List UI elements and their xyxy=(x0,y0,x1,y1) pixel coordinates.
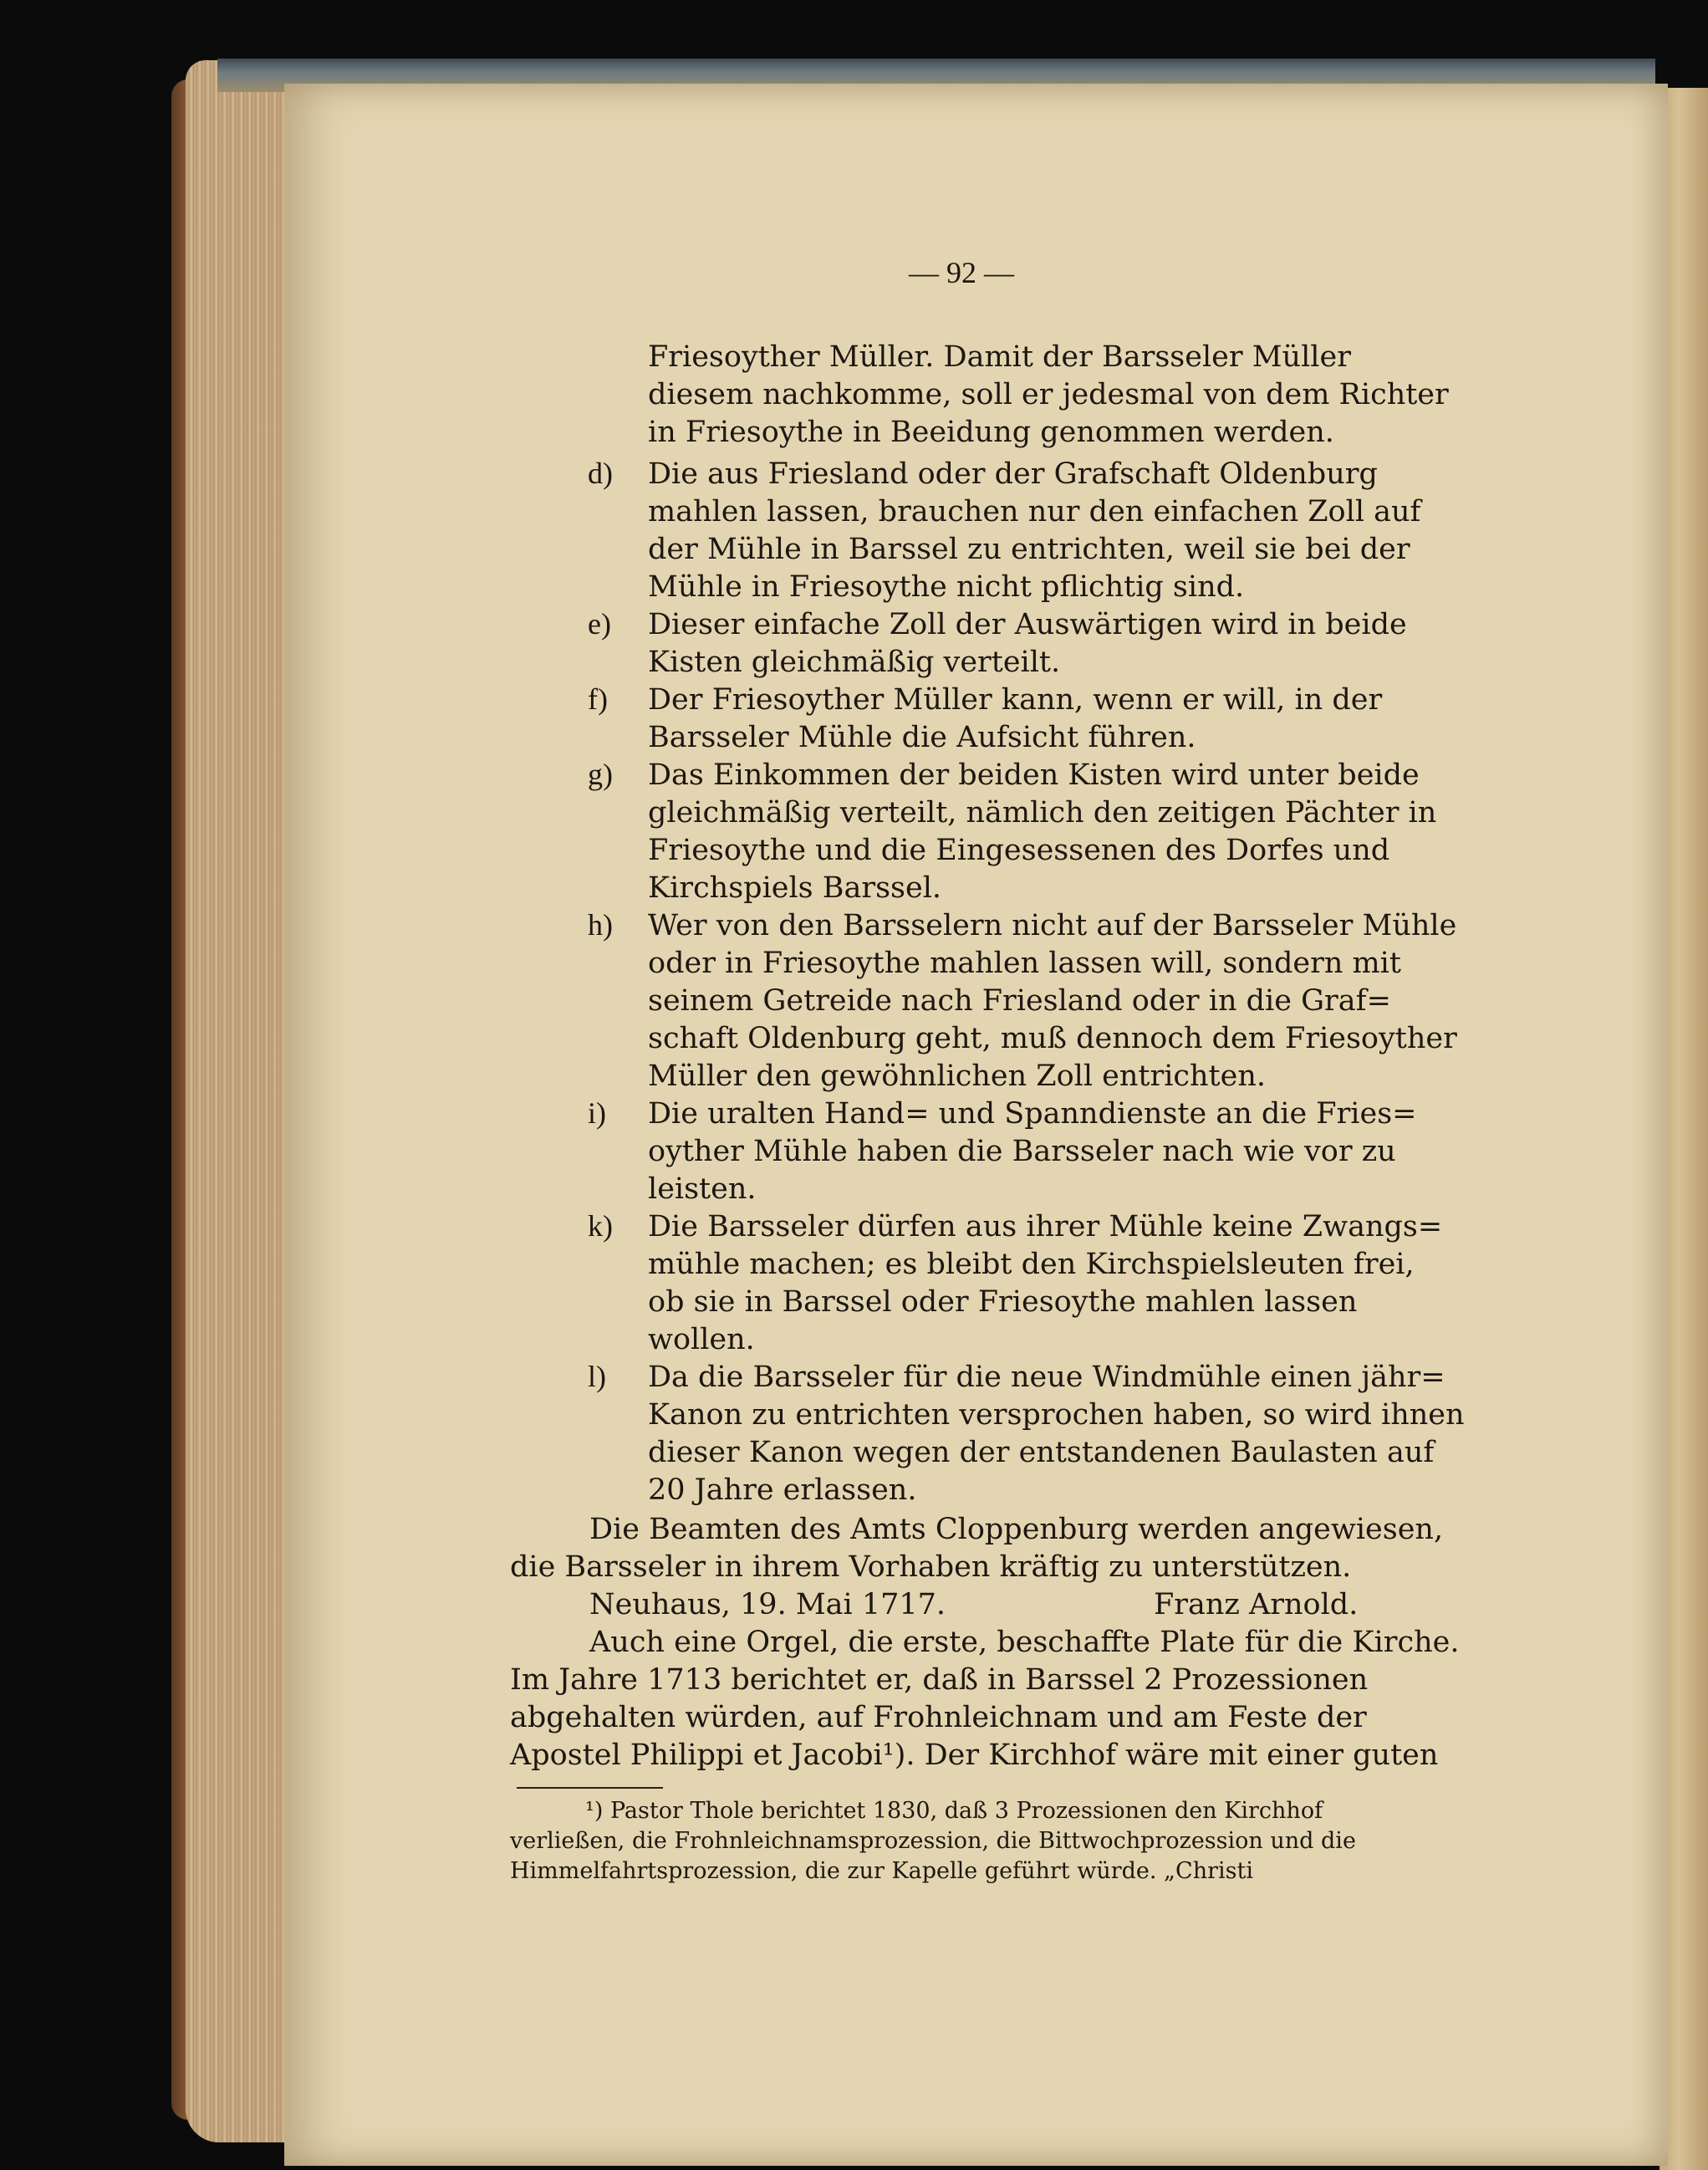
text-line: Kisten gleichmäßig verteilt. xyxy=(648,646,1061,679)
text-line: Dieser einfache Zoll der Auswärtigen wird in beide xyxy=(648,608,1407,641)
item-label: f) xyxy=(588,682,608,716)
text-line: Die Beamten des Amts Cloppenburg werden angewiesen, xyxy=(589,1513,1444,1546)
text-line: Mühle in Friesoythe nicht pflichtig sind. xyxy=(648,570,1245,604)
signatory: Franz Arnold. xyxy=(1154,1588,1359,1621)
item-label: d) xyxy=(588,457,613,490)
text-line: schaft Oldenburg geht, muß dennoch dem Friesoyther xyxy=(648,1022,1457,1055)
text-line: ob sie in Barssel oder Friesoythe mahlen lassen xyxy=(648,1285,1358,1319)
text-line: 20 Jahre erlassen. xyxy=(648,1473,917,1507)
item-label: i) xyxy=(588,1096,606,1130)
text-line: Auch eine Orgel, die erste, beschaffte Plate für die Kirche. xyxy=(589,1626,1460,1659)
text-line: seinem Getreide nach Friesland oder in die Graf= xyxy=(648,984,1391,1018)
text-line: Die Barsseler dürfen aus ihrer Mühle keine Zwangs= xyxy=(648,1210,1443,1243)
text-line: der Mühle in Barssel zu entrichten, weil sie bei der xyxy=(648,533,1410,566)
text-line: wollen. xyxy=(648,1323,755,1356)
text-line: gleichmäßig verteilt, nämlich den zeitigen Pächter in xyxy=(648,796,1437,830)
footnote-line: Himmelfahrtsprozession, die zur Kapelle geführt würde. „Christi xyxy=(510,1858,1253,1884)
text-line: Der Friesoyther Müller kann, wenn er will, in der xyxy=(648,683,1383,717)
text-line: oyther Mühle haben die Barsseler nach wie vor zu xyxy=(648,1135,1396,1168)
text-line: Barsseler Mühle die Aufsicht führen. xyxy=(648,721,1196,754)
text-line: in Friesoythe in Beeidung genommen werden. xyxy=(648,416,1334,449)
text-line: Friesoythe und die Eingesessenen des Dorfes und xyxy=(648,834,1390,867)
text-line: Wer von den Barsselern nicht auf der Barsseler Mühle xyxy=(648,909,1457,942)
place-date: Neuhaus, 19. Mai 1717. xyxy=(589,1588,946,1621)
item-label: k) xyxy=(588,1209,613,1243)
text-line: leisten. xyxy=(648,1172,757,1206)
text-line: Kanon zu entrichten versprochen haben, so wird ihnen xyxy=(648,1398,1465,1432)
item-label: g) xyxy=(588,758,613,791)
text-line: dieser Kanon wegen der entstandenen Baulasten auf xyxy=(648,1436,1435,1469)
text-line: Das Einkommen der beiden Kisten wird unter beide xyxy=(648,758,1420,792)
text-line: mahlen lassen, brauchen nur den einfachen Zoll auf xyxy=(648,495,1421,528)
text-line: diesem nachkomme, soll er jedesmal von dem Richter xyxy=(648,378,1449,411)
footnote-line: verließen, die Frohnleichnamsprozession, die Bittwochprozession und die xyxy=(510,1828,1356,1854)
text-line: Die aus Friesland oder der Grafschaft Oldenburg xyxy=(648,457,1378,491)
text-line: Friesoyther Müller. Damit der Barsseler Müller xyxy=(648,340,1351,374)
text-line: Kirchspiels Barssel. xyxy=(648,871,942,905)
text-line: oder in Friesoythe mahlen lassen will, sondern mit xyxy=(648,947,1401,980)
item-label: l) xyxy=(588,1360,606,1393)
text-line: Die uralten Hand= und Spanndienste an die Fries= xyxy=(648,1097,1417,1131)
text-line: Müller den gewöhnlichen Zoll entrichten. xyxy=(648,1059,1266,1093)
text-line: Im Jahre 1713 berichtet er, daß in Barssel 2 Prozessionen xyxy=(510,1663,1369,1697)
text-line: Da die Barsseler für die neue Windmühle einen jähr= xyxy=(648,1361,1445,1394)
text-line: mühle machen; es bleibt den Kirchspielsleuten frei, xyxy=(648,1248,1415,1281)
footnote-rule xyxy=(517,1787,663,1789)
page-number: — 92 — xyxy=(909,256,1014,289)
text-line: abgehalten würden, auf Frohnleichnam und am Feste der xyxy=(510,1701,1367,1734)
item-label: e) xyxy=(588,607,611,641)
text-line: die Barsseler in ihrem Vorhaben kräftig zu unterstützen. xyxy=(510,1550,1352,1584)
text-line: Apostel Philippi et Jacobi¹). Der Kirchhof wäre mit einer guten xyxy=(510,1739,1439,1772)
footnote-line: ¹) Pastor Thole berichtet 1830, daß 3 Prozessionen den Kirchhof xyxy=(585,1798,1323,1824)
item-label: h) xyxy=(588,908,613,942)
